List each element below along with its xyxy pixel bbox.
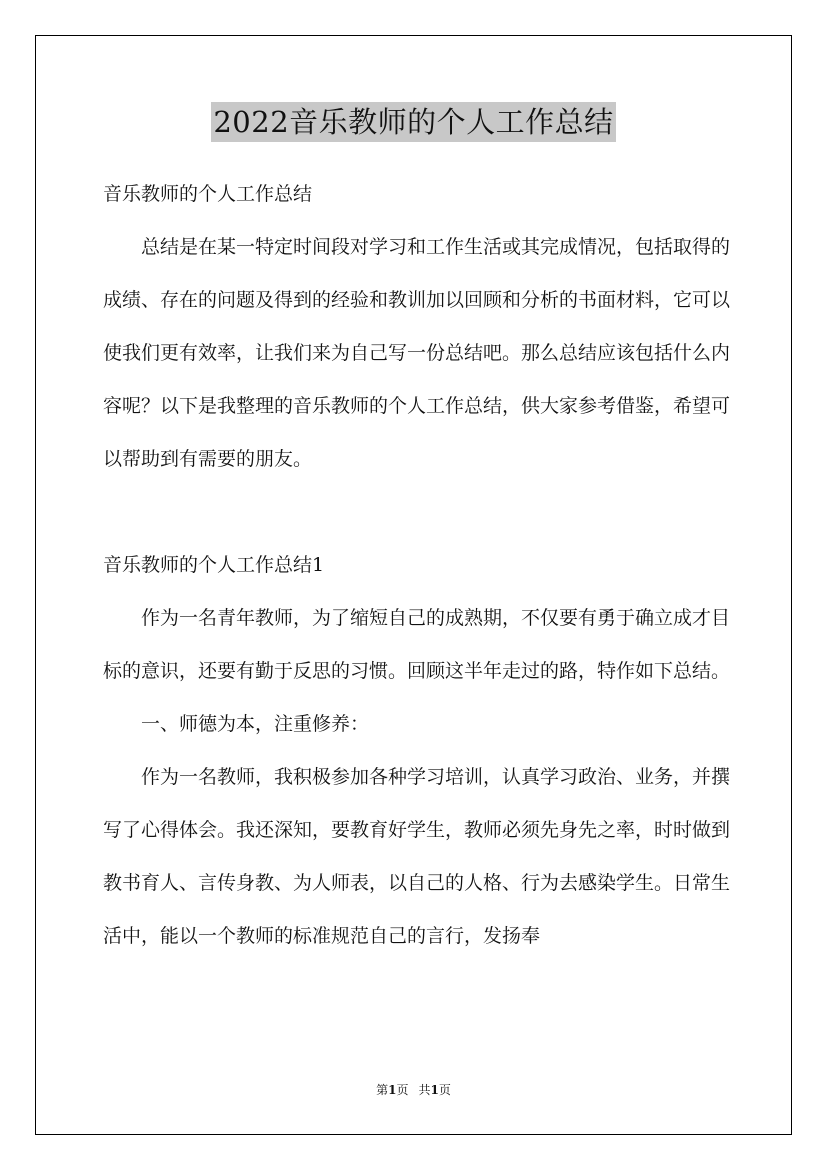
page-number: 1: [388, 1083, 397, 1097]
subtitle: 音乐教师的个人工作总结: [103, 183, 313, 205]
page-prefix: 第: [376, 1083, 389, 1097]
title-container: [0, 102, 827, 142]
section-subheading: 一、师德为本，注重修养：: [141, 713, 370, 735]
page-suffix: 页: [396, 1083, 409, 1097]
section-paragraph-1: 作为一名青年教师，为了缩短自己的成熟期，不仅要有勇于确立成才目标的意识，还要有勤于反思的习惯。回顾这半年走过的路，特作如下总结。: [103, 607, 731, 682]
total-suffix: 页: [438, 1083, 451, 1097]
document-body: [103, 168, 743, 963]
document-title: 2022音乐教师的个人工作总结: [211, 102, 615, 142]
total-pages: 1: [430, 1083, 439, 1097]
total-prefix: 共: [418, 1083, 431, 1097]
paragraph-spacer: [103, 486, 743, 539]
section-heading: 音乐教师的个人工作总结1: [103, 554, 325, 576]
page-footer: [0, 1082, 827, 1098]
section-paragraph-2: 作为一名教师，我积极参加各种学习培训，认真学习政治、业务，并撰写了心得体会。我还深知，要教育好学生，教师必须先身先之率，时时做到教书育人、言传身教、为人师表，以自己的人格、行为去感染学生。日常生活中，能以一个教师的标准规范自己的言行，发扬奉: [103, 766, 731, 947]
intro-paragraph: 总结是在某一特定时间段对学习和工作生活或其完成情况，包括取得的成绩、存在的问题及得到的经验和教训加以回顾和分析的书面材料，它可以使我们更有效率，让我们来为自己写一份总结吧。那么总结应该包括什么内容呢？以下是我整理的音乐教师的个人工作总结，供大家参考借鉴，希望可以帮助到有需要的朋友。: [103, 236, 731, 470]
